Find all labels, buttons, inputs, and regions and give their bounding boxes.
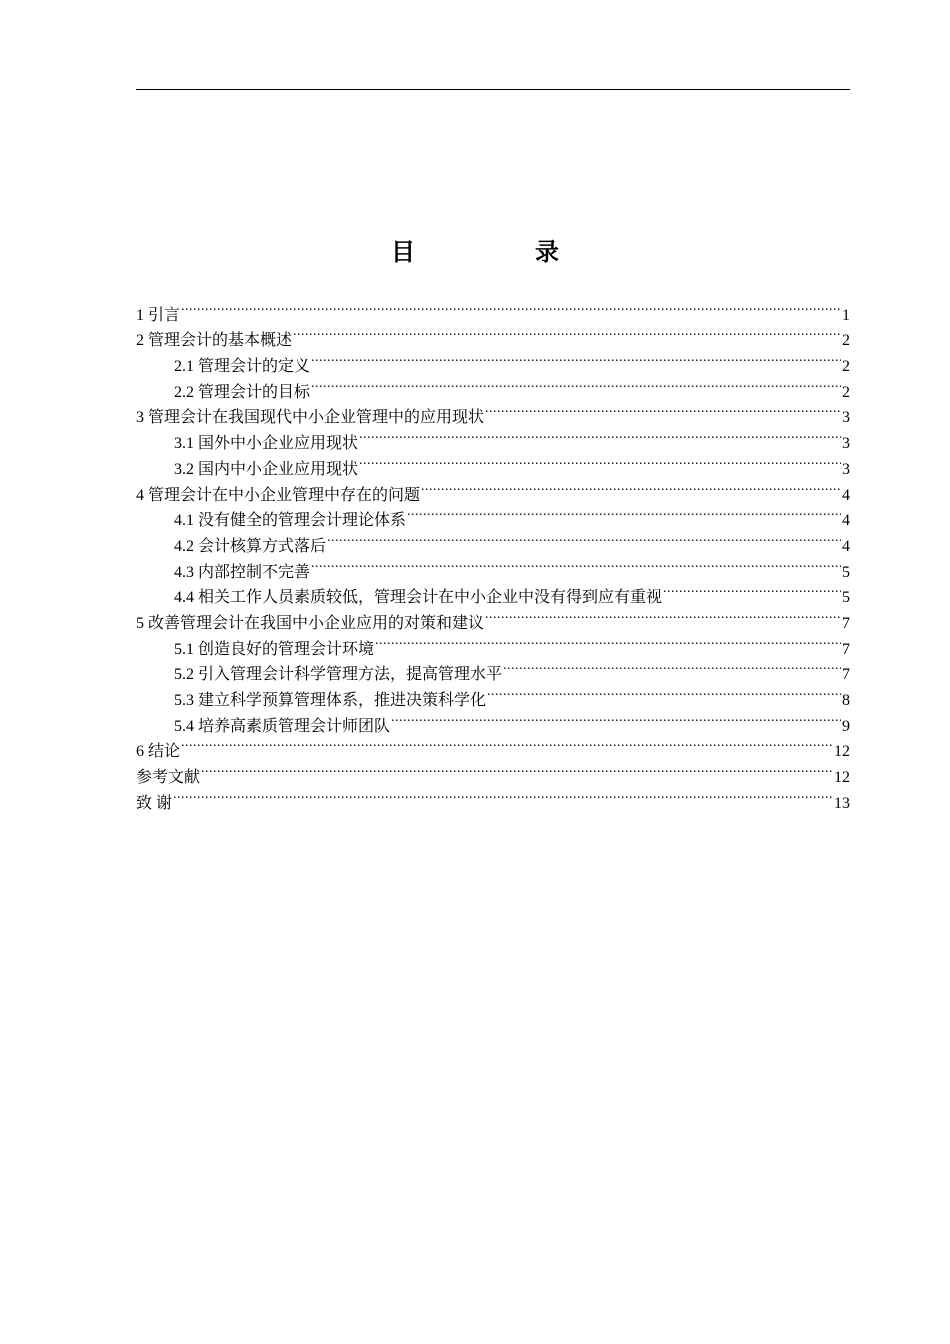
toc-entry[interactable] bbox=[136, 320, 850, 350]
toc-entry-label: 1 引言 bbox=[136, 306, 181, 324]
toc-entry-label: 参考文献 bbox=[136, 769, 201, 787]
toc-entry-label: 4.2 会计核算方式落后 bbox=[174, 537, 327, 555]
toc-entry-label: 致 谢 bbox=[136, 794, 173, 812]
toc-dot-leader bbox=[407, 500, 841, 526]
toc-entry-page-number: 9 bbox=[842, 717, 850, 735]
toc-entry-page-number: 7 bbox=[842, 666, 850, 684]
toc-entry-page-number: 3 bbox=[842, 435, 850, 453]
toc-entry-page-number: 5 bbox=[842, 589, 850, 607]
toc-entry-label: 5.2 引入管理会计科学管理方法，提高管理水平 bbox=[174, 666, 503, 684]
toc-entry-page-number: 3 bbox=[842, 409, 850, 427]
toc-title: 目 录 bbox=[391, 240, 607, 266]
toc-entry-page-number: 13 bbox=[834, 794, 850, 812]
toc-dot-leader bbox=[485, 602, 841, 628]
toc-entry-page-number: 2 bbox=[842, 358, 850, 376]
toc-entry-label: 2.2 管理会计的目标 bbox=[174, 383, 311, 401]
toc-entry-page-number: 4 bbox=[842, 486, 850, 504]
toc-dot-leader bbox=[421, 474, 841, 500]
toc-entry[interactable] bbox=[136, 294, 850, 324]
toc-entry-label: 3.2 国内中小企业应用现状 bbox=[174, 460, 359, 478]
toc-dot-leader bbox=[485, 397, 841, 423]
toc-entry-label: 4 管理会计在中小企业管理中存在的问题 bbox=[136, 486, 421, 504]
toc-entry-label: 5.1 创造良好的管理会计环境 bbox=[174, 640, 375, 658]
toc-dot-leader bbox=[181, 731, 833, 757]
toc-dot-leader bbox=[173, 782, 833, 808]
toc-entry-label: 5.4 培养高素质管理会计师团队 bbox=[174, 717, 391, 735]
toc-entry-page-number: 4 bbox=[842, 512, 850, 530]
toc-entry-page-number: 7 bbox=[842, 614, 850, 632]
toc-entry-label: 5 改善管理会计在我国中小企业应用的对策和建议 bbox=[136, 614, 485, 632]
toc-entry-label: 4.3 内部控制不完善 bbox=[174, 563, 311, 581]
toc-entry-label: 2.1 管理会计的定义 bbox=[174, 358, 311, 376]
toc-entry-page-number: 2 bbox=[842, 383, 850, 401]
toc-entry-label: 3.1 国外中小企业应用现状 bbox=[174, 435, 359, 453]
toc-dot-leader bbox=[663, 577, 841, 603]
toc-entry-label: 4.1 没有健全的管理会计理论体系 bbox=[174, 512, 407, 530]
toc-entry-page-number: 7 bbox=[842, 640, 850, 658]
toc-entry-page-number: 4 bbox=[842, 537, 850, 555]
toc-entry-label: 5.3 建立科学预算管理体系，推进决策科学化 bbox=[174, 692, 487, 709]
toc-entry[interactable] bbox=[136, 756, 850, 787]
toc-entry[interactable] bbox=[136, 731, 850, 761]
toc-dot-leader bbox=[359, 448, 841, 474]
toc-entry-page-number: 12 bbox=[834, 743, 850, 761]
toc-entry-page-number: 2 bbox=[842, 332, 850, 350]
toc-dot-leader bbox=[293, 320, 841, 346]
toc-dot-leader bbox=[375, 628, 841, 654]
toc-entry[interactable] bbox=[136, 782, 850, 812]
header-rule bbox=[136, 89, 850, 90]
toc-dot-leader bbox=[391, 705, 841, 731]
toc-entry-page-number: 1 bbox=[842, 306, 850, 324]
toc-entry-label: 3 管理会计在我国现代中小企业管理中的应用现状 bbox=[136, 409, 485, 427]
toc-entry-page-number: 12 bbox=[834, 769, 850, 787]
toc-dot-leader bbox=[201, 756, 833, 782]
toc-dot-leader bbox=[311, 345, 841, 371]
toc-entry-label: 6 结论 bbox=[136, 743, 181, 761]
toc-entry-page-number: 5 bbox=[842, 563, 850, 581]
toc-entry-page-number: 3 bbox=[842, 460, 850, 478]
toc-dot-leader bbox=[327, 525, 841, 551]
toc-dot-leader bbox=[503, 654, 841, 680]
table-of-contents bbox=[136, 294, 850, 812]
toc-dot-leader bbox=[181, 294, 841, 320]
toc-dot-leader bbox=[311, 371, 841, 397]
toc-dot-leader bbox=[487, 679, 841, 705]
toc-dot-leader bbox=[359, 422, 841, 448]
toc-entry-page-number: 8 bbox=[842, 692, 850, 709]
toc-entry-label: 2 管理会计的基本概述 bbox=[136, 332, 293, 350]
toc-dot-leader bbox=[311, 551, 841, 577]
toc-entry-label: 4.4 相关工作人员素质较低，管理会计在中小企业中没有得到应有重视 bbox=[174, 589, 663, 607]
